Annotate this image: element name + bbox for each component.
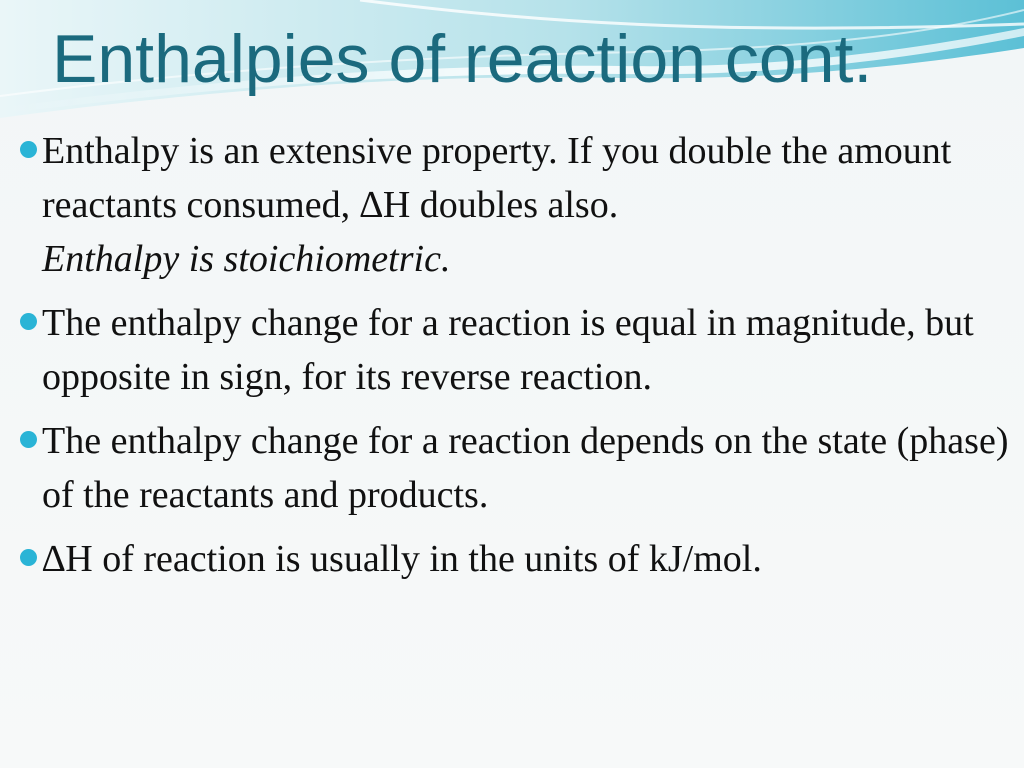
bullet-text: Enthalpy is an extensive property. If you double the amount reactants consumed, ∆H doubles also. xyxy=(42,130,952,226)
bullet-text: The enthalpy change for a reaction depends on the state (phase) of the reactants and products. xyxy=(42,420,1009,516)
bullet-emphasis-text: Enthalpy is stoichiometric. xyxy=(42,238,451,280)
bullet-item xyxy=(16,414,1011,522)
bullet-dot-icon xyxy=(20,431,37,448)
bullet-list xyxy=(16,124,1011,596)
bullet-text: ∆H of reaction is usually in the units of kJ/mol. xyxy=(42,538,762,580)
bullet-text: The enthalpy change for a reaction is equal in magnitude, but opposite in sign, for its reverse reaction. xyxy=(42,302,974,398)
bullet-dot-icon xyxy=(20,549,37,566)
bullet-item xyxy=(16,124,1011,286)
slide-title: Enthalpies of reaction cont. xyxy=(52,21,873,97)
bullet-item xyxy=(16,532,1011,586)
bullet-dot-icon xyxy=(20,313,37,330)
bullet-dot-icon xyxy=(20,141,37,158)
bullet-item xyxy=(16,296,1011,404)
